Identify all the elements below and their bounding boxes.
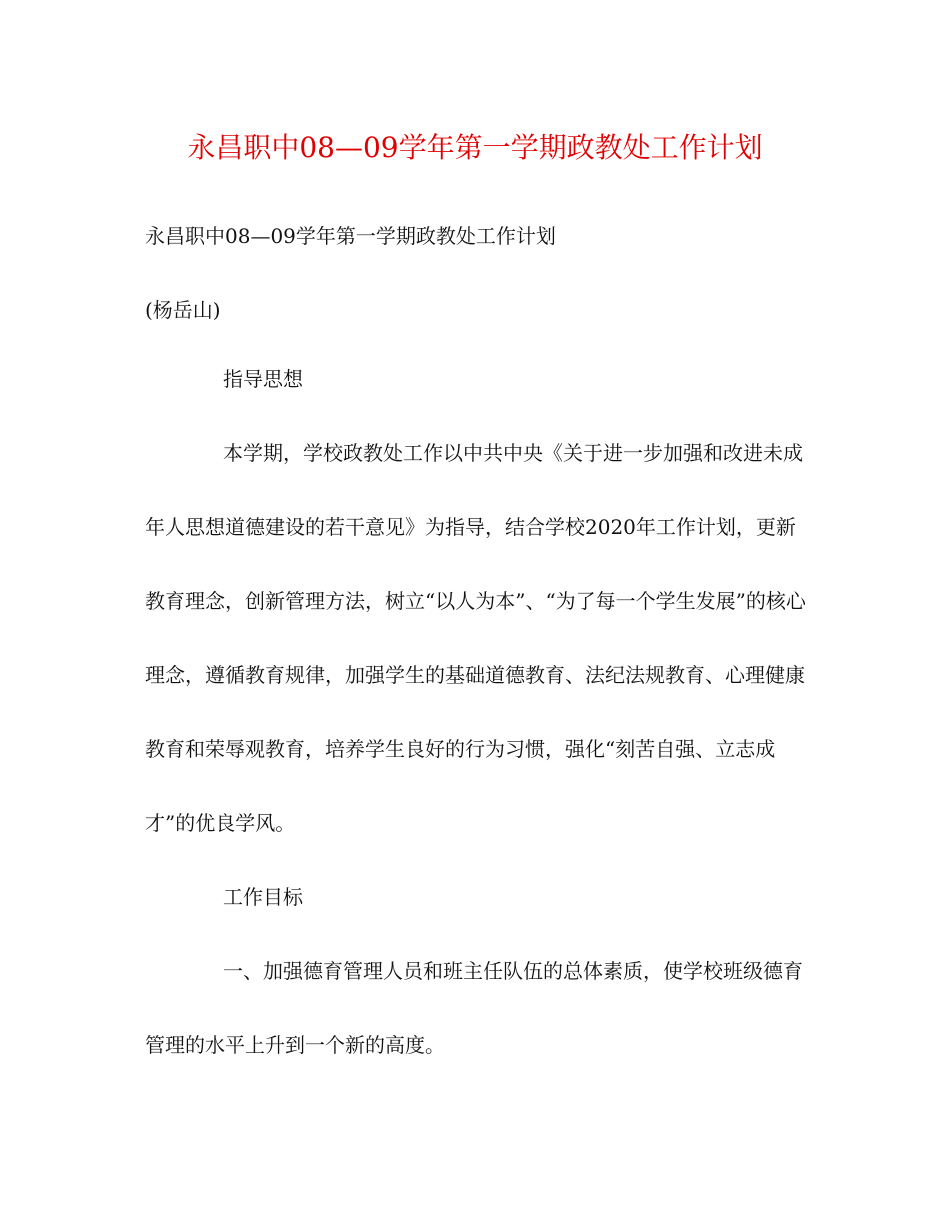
section-heading-guiding-thought: 指导思想: [223, 367, 303, 391]
document-subtitle: 永昌职中08—09学年第一学期政教处工作计划: [145, 224, 556, 248]
section-paragraph-guiding-thought: 本学期，学校政教处工作以中共中央《关于进一步加强和改进未成年人思想道德建设的若干意见》为指导，结合学校2020年工作计划，更新教育理念，创新管理方法，树立“以人为本”、“为了每一个学生发展”的核心理念，遵循教育规律，加强学生的基础道德教育、法纪法规教育、心理健康教育和荣辱观教育，培养学生良好的行为习惯，强化“刻苦自强、立志成才”的优良学风。: [145, 441, 806, 835]
document-author: (杨岳山): [145, 298, 221, 322]
document-body: [145, 212, 810, 1082]
document-title: 永昌职中08—09学年第一学期政教处工作计划: [187, 131, 763, 164]
section-paragraph-work-goals: 一、加强德育管理人员和班主任队伍的总体素质，使学校班级德育管理的水平上升到一个新的高度。: [145, 959, 803, 1057]
section-heading-work-goals: 工作目标: [223, 885, 303, 909]
